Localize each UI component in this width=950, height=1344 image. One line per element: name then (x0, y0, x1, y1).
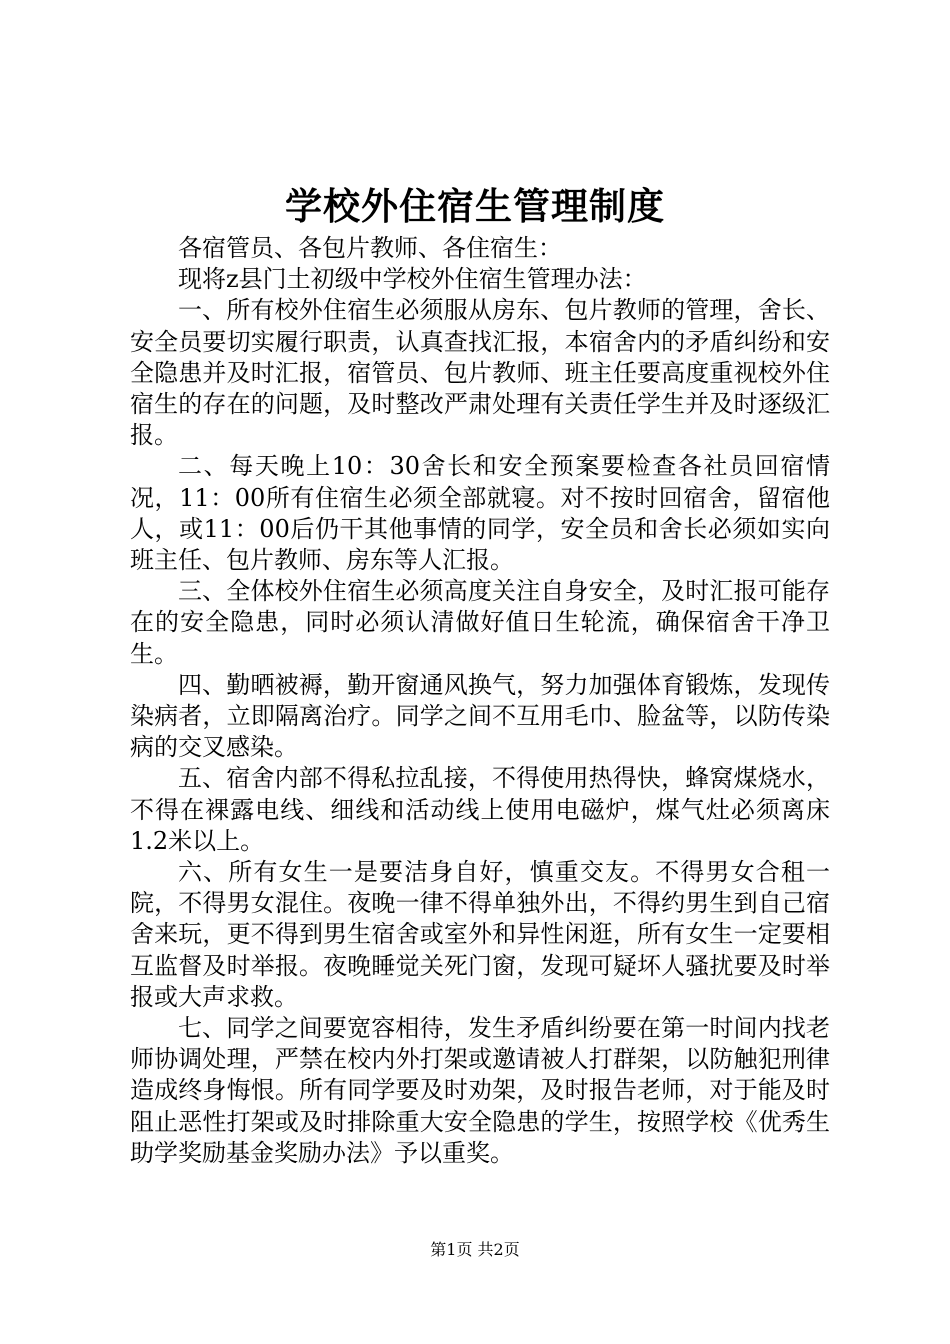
document-title: 学校外住宿生管理制度 (285, 185, 665, 228)
paragraph-rule-4: 四、勤晒被褥，勤开窗通风换气，努力加强体育锻炼，发现传染病者，立即隔离治疗。同学之间不互用毛巾、脸盆等，以防传染病的交叉感染。 (130, 670, 830, 762)
paragraph-intro: 现将z县门土初级中学校外住宿生管理办法： (178, 265, 647, 294)
paragraph-rule-6: 六、所有女生一是要洁身自好，慎重交友。不得男女合租一院，不得男女混住。夜晚一律不得单独外出，不得约男生到自己宿舍来玩，更不得到男生宿舍或室外和异性闲逛，所有女生一定要相互监督及时举报。夜晚睡觉关死门窗，发现可疑坏人骚扰要及时举报或大声求救。 (130, 858, 830, 1011)
document-body (130, 233, 830, 1169)
page-footer: 第1页 共2页 (430, 1240, 520, 1259)
paragraph-rule-7: 七、同学之间要宽容相待，发生矛盾纠纷要在第一时间内找老师协调处理，严禁在校内外打架或邀请被人打群架，以防触犯刑律造成终身悔恨。所有同学要及时劝架，及时报告老师，对于能及时阻止恶性打架或及时排除重大安全隐患的学生，按照学校《优秀生助学奖励基金奖励办法》予以重奖。 (130, 1014, 830, 1167)
paragraph-rule-1: 一、所有校外住宿生必须服从房东、包片教师的管理，舍长、安全员要切实履行职责，认真查找汇报，本宿舍内的矛盾纠纷和安全隐患并及时汇报，宿管员、包片教师、班主任要高度重视校外住宿生的存在的问题，及时整改严肃处理有关责任学生并及时逐级汇报。 (130, 296, 830, 450)
paragraph-rule-2: 二、每天晚上10：30舍长和安全预案要检查各社员回宿情况，11：00所有住宿生必须全部就寝。对不按时回宿舍，留宿他人，或11：00后仍干其他事情的同学，安全员和舍长必须如实向班主任、包片教师、房东等人汇报。 (130, 452, 830, 575)
paragraph-rule-3: 三、全体校外住宿生必须高度关注自身安全，及时汇报可能存在的安全隐患，同时必须认清做好值日生轮流，确保宿舍干净卫生。 (130, 577, 830, 668)
paragraph-salutation: 各宿管员、各包片教师、各住宿生： (178, 234, 562, 262)
paragraph-rule-5: 五、宿舍内部不得私拉乱接，不得使用热得快，蜂窝煤烧水，不得在裸露电线、细线和活动线上使用电磁炉，煤气灶必须离床1.2米以上。 (130, 764, 830, 855)
